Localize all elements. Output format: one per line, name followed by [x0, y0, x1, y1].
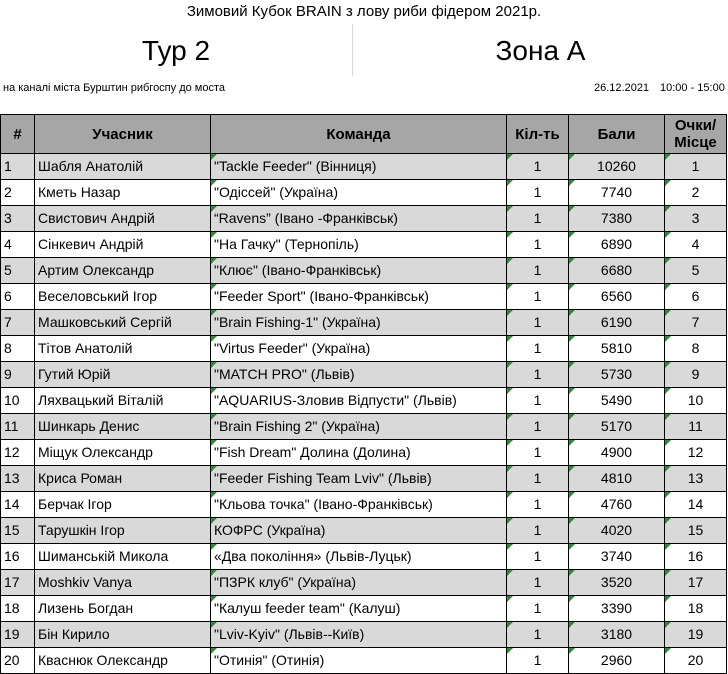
- cell-qty: 1: [507, 362, 569, 388]
- cell-qty: 1: [507, 310, 569, 336]
- cell-participant: Свистович Андрій: [35, 206, 211, 232]
- cell-team: “Ravens” (Івано -Франківськ): [211, 206, 507, 232]
- cell-points: 5810: [569, 336, 665, 362]
- cell-num: 3: [1, 206, 35, 232]
- header-qty: Кіл-ть: [507, 115, 569, 154]
- cell-team: "Lviv-Kyiv" (Львів--Київ): [211, 622, 507, 648]
- cell-participant: Кваснюк Олександр: [35, 648, 211, 674]
- cell-team: "Tackle Feeder" (Вінниця): [211, 154, 507, 180]
- cell-points: 4810: [569, 466, 665, 492]
- cell-team: "Клює" (Івано-Франківськ): [211, 258, 507, 284]
- cell-num: 20: [1, 648, 35, 674]
- table-row: [1, 310, 727, 336]
- cell-points: 6890: [569, 232, 665, 258]
- cell-points: 4760: [569, 492, 665, 518]
- cell-num: 14: [1, 492, 35, 518]
- cell-points: 10260: [569, 154, 665, 180]
- cell-qty: 1: [507, 336, 569, 362]
- cell-num: 12: [1, 440, 35, 466]
- cell-place: 20: [665, 648, 727, 674]
- info-row: [0, 76, 728, 100]
- table-row: [1, 206, 727, 232]
- table-row: [1, 258, 727, 284]
- cell-place: 17: [665, 570, 727, 596]
- cell-team: «Два покоління» (Львів-Луцьк): [211, 544, 507, 570]
- cell-points: 6190: [569, 310, 665, 336]
- cell-qty: 1: [507, 440, 569, 466]
- cell-num: 17: [1, 570, 35, 596]
- cell-participant: Ляхвацький Віталій: [35, 388, 211, 414]
- cell-place: 5: [665, 258, 727, 284]
- cell-participant: Міщук Олександр: [35, 440, 211, 466]
- cell-team: "ПЗРК клуб" (Україна): [211, 570, 507, 596]
- cell-qty: 1: [507, 388, 569, 414]
- cell-qty: 1: [507, 232, 569, 258]
- header-place-line2: Місце: [674, 134, 717, 151]
- cell-num: 5: [1, 258, 35, 284]
- cell-participant: Берчак Ігор: [35, 492, 211, 518]
- cell-num: 19: [1, 622, 35, 648]
- cell-num: 9: [1, 362, 35, 388]
- cell-num: 4: [1, 232, 35, 258]
- cell-team: "Одіссей" (Україна): [211, 180, 507, 206]
- table-row: [1, 180, 727, 206]
- cell-place: 18: [665, 596, 727, 622]
- cell-place: 15: [665, 518, 727, 544]
- cell-place: 1: [665, 154, 727, 180]
- cell-team: "MATCH PRO" (Львів): [211, 362, 507, 388]
- cell-place: 3: [665, 206, 727, 232]
- cell-team: "Virtus Feeder" (Україна): [211, 336, 507, 362]
- tour-label: Тур 2: [0, 24, 353, 76]
- date-text: 26.12.2021: [594, 82, 650, 94]
- table-row: [1, 544, 727, 570]
- table-row: [1, 570, 727, 596]
- header-num: #: [1, 115, 35, 154]
- cell-participant: Артим Олександр: [35, 258, 211, 284]
- cell-num: 2: [1, 180, 35, 206]
- cell-participant: Машковський Сергій: [35, 310, 211, 336]
- cell-place: 13: [665, 466, 727, 492]
- cell-team: "Калуш feeder team" (Калуш): [211, 596, 507, 622]
- cell-team: "Feeder Fishing Team Lviv" (Львів): [211, 466, 507, 492]
- cell-place: 2: [665, 180, 727, 206]
- cell-place: 7: [665, 310, 727, 336]
- cell-place: 14: [665, 492, 727, 518]
- table-row: [1, 284, 727, 310]
- cell-qty: 1: [507, 544, 569, 570]
- table-row: [1, 336, 727, 362]
- table-header-row: [1, 115, 727, 154]
- cell-participant: Шинкарь Денис: [35, 414, 211, 440]
- table-row: [1, 362, 727, 388]
- cell-participant: Тарушкін Ігор: [35, 518, 211, 544]
- table-row: [1, 414, 727, 440]
- cell-participant: Веселовський Ігор: [35, 284, 211, 310]
- cell-participant: Сінкевич Андрій: [35, 232, 211, 258]
- cell-place: 19: [665, 622, 727, 648]
- cell-place: 9: [665, 362, 727, 388]
- header-place-line1: Очки/: [674, 117, 717, 134]
- cell-team: "Отинія" (Отинія): [211, 648, 507, 674]
- cell-points: 5730: [569, 362, 665, 388]
- header-points: Бали: [569, 115, 665, 154]
- page-title: Зимовий Кубок BRAIN з лову риби фідером 2021р.: [186, 3, 542, 20]
- cell-place: 4: [665, 232, 727, 258]
- cell-num: 13: [1, 466, 35, 492]
- cell-qty: 1: [507, 570, 569, 596]
- cell-points: 3520: [569, 570, 665, 596]
- cell-place: 11: [665, 414, 727, 440]
- table-row: [1, 492, 727, 518]
- cell-points: 3390: [569, 596, 665, 622]
- cell-qty: 1: [507, 206, 569, 232]
- cell-team: "Brain Fishing 2" (Україна): [211, 414, 507, 440]
- tour-zone-row: [0, 24, 728, 76]
- header-place: [665, 115, 727, 154]
- cell-num: 6: [1, 284, 35, 310]
- table-row: [1, 232, 727, 258]
- cell-team: "Feeder Sport" (Івано-Франківськ): [211, 284, 507, 310]
- cell-points: 4900: [569, 440, 665, 466]
- cell-participant: Тітов Анатолій: [35, 336, 211, 362]
- table-row: [1, 466, 727, 492]
- cell-participant: Криса Роман: [35, 466, 211, 492]
- cell-points: 6560: [569, 284, 665, 310]
- cell-team: "Fish Dream" Долина (Долина): [211, 440, 507, 466]
- cell-participant: Лизень Богдан: [35, 596, 211, 622]
- table-row: [1, 388, 727, 414]
- table-body: [1, 154, 727, 674]
- cell-place: 10: [665, 388, 727, 414]
- cell-points: 3740: [569, 544, 665, 570]
- cell-place: 12: [665, 440, 727, 466]
- cell-qty: 1: [507, 414, 569, 440]
- venue-text: на каналі міста Бурштин рибгоспу до моста: [3, 82, 226, 94]
- cell-place: 16: [665, 544, 727, 570]
- cell-points: 5490: [569, 388, 665, 414]
- cell-participant: Шиманській Микола: [35, 544, 211, 570]
- header-team: Команда: [211, 115, 507, 154]
- cell-qty: 1: [507, 596, 569, 622]
- cell-participant: Moshkiv Vanya: [35, 570, 211, 596]
- cell-num: 10: [1, 388, 35, 414]
- header-participant: Учасник: [35, 115, 211, 154]
- cell-qty: 1: [507, 518, 569, 544]
- cell-points: 7380: [569, 206, 665, 232]
- cell-team: "AQUARIUS-Зловив Відпусти" (Львів): [211, 388, 507, 414]
- table-row: [1, 518, 727, 544]
- cell-qty: 1: [507, 258, 569, 284]
- cell-num: 7: [1, 310, 35, 336]
- cell-participant: Кметь Назар: [35, 180, 211, 206]
- cell-qty: 1: [507, 466, 569, 492]
- zone-label: Зона А: [495, 35, 586, 66]
- cell-qty: 1: [507, 284, 569, 310]
- table-row: [1, 622, 727, 648]
- cell-num: 11: [1, 414, 35, 440]
- cell-qty: 1: [507, 180, 569, 206]
- cell-team: КОФРС (Україна): [211, 518, 507, 544]
- cell-participant: Гутий Юрій: [35, 362, 211, 388]
- cell-qty: 1: [507, 154, 569, 180]
- time-text: 10:00 - 15:00: [660, 82, 725, 94]
- cell-points: 4020: [569, 518, 665, 544]
- cell-points: 7740: [569, 180, 665, 206]
- cell-num: 1: [1, 154, 35, 180]
- cell-team: "Кльова точка" (Івано-Франківськ): [211, 492, 507, 518]
- cell-points: 6680: [569, 258, 665, 284]
- cell-participant: Шабля Анатолій: [35, 154, 211, 180]
- cell-num: 8: [1, 336, 35, 362]
- cell-qty: 1: [507, 648, 569, 674]
- cell-qty: 1: [507, 492, 569, 518]
- table-row: [1, 154, 727, 180]
- cell-place: 8: [665, 336, 727, 362]
- cell-team: "Brain Fishing-1" (Україна): [211, 310, 507, 336]
- cell-num: 18: [1, 596, 35, 622]
- table-row: [1, 648, 727, 674]
- cell-qty: 1: [507, 622, 569, 648]
- cell-num: 15: [1, 518, 35, 544]
- cell-num: 16: [1, 544, 35, 570]
- results-table: [0, 114, 727, 674]
- cell-points: 2960: [569, 648, 665, 674]
- table-row: [1, 440, 727, 466]
- cell-points: 5170: [569, 414, 665, 440]
- cell-points: 3180: [569, 622, 665, 648]
- cell-team: "На Гачку" (Тернопіль): [211, 232, 507, 258]
- cell-participant: Бін Кирило: [35, 622, 211, 648]
- table-row: [1, 596, 727, 622]
- cell-place: 6: [665, 284, 727, 310]
